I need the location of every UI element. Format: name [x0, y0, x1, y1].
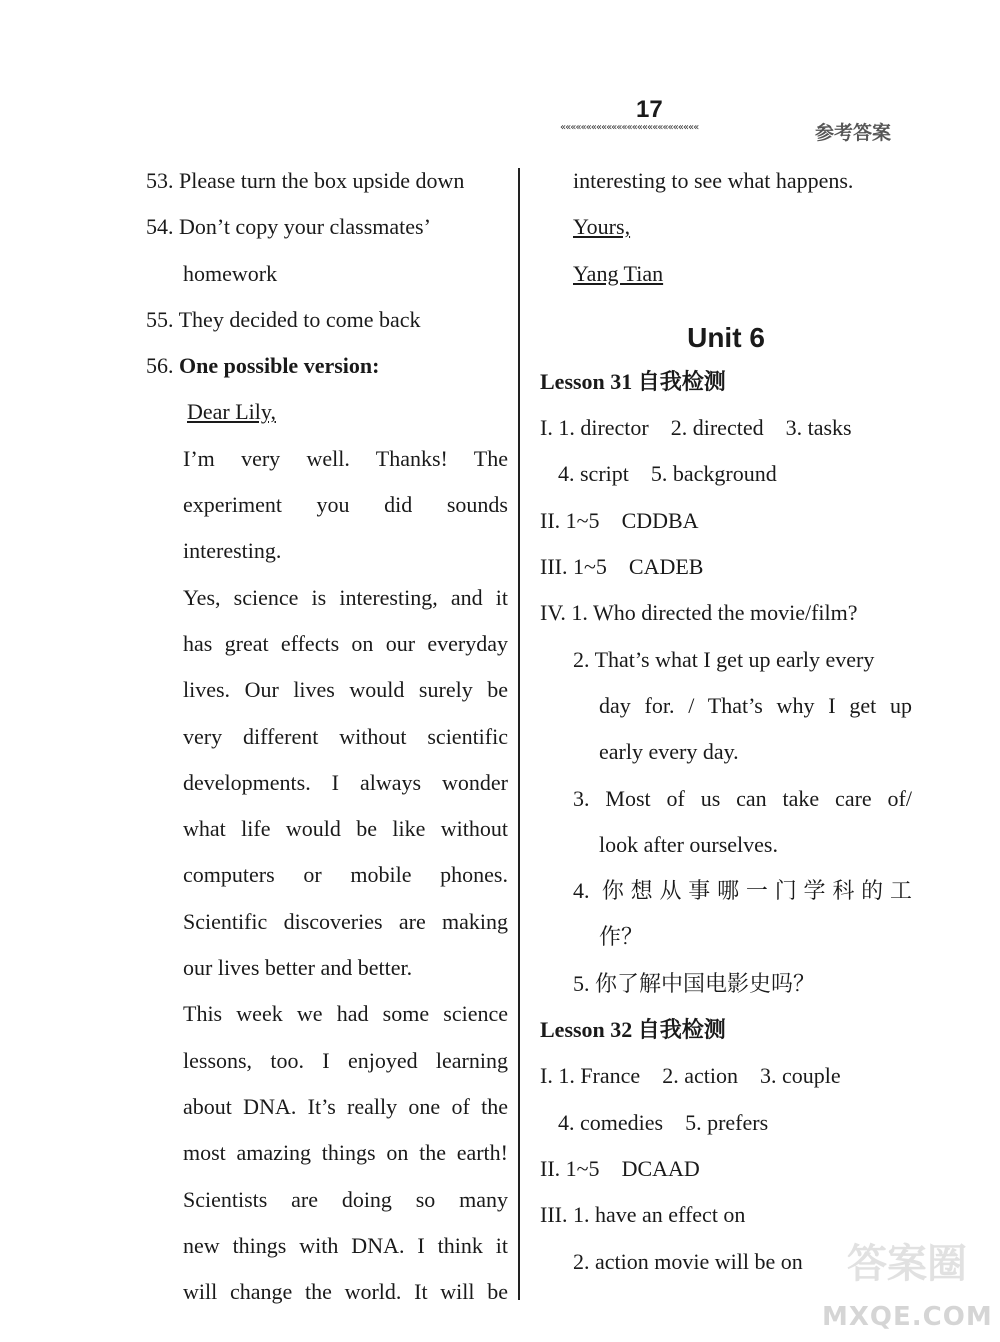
letter-closing — [540, 210, 912, 256]
lesson-32-title: Lesson 32 自我检测 — [540, 1017, 726, 1043]
watermark-site: MXQE.COM — [822, 1302, 993, 1332]
letter-line: very different without scientific — [183, 723, 508, 749]
answer-text: One possible version: — [179, 353, 380, 379]
letter-line: This week we had some science — [183, 1001, 508, 1027]
lesson-31-answer-line: 作？ — [599, 924, 644, 950]
lesson-32-answer-line: III. 1. have an effect on — [540, 1202, 746, 1228]
salutation-text: Dear Lily, — [187, 399, 276, 425]
answer-text: Don’t copy your classmates’ — [179, 214, 431, 240]
answer-54-continued: homework — [183, 260, 278, 286]
answer-label: II. 1~5 — [540, 1155, 600, 1181]
letter-line: lessons, too. I enjoyed learning — [183, 1047, 508, 1073]
letter-line: Scientists are doing so many — [183, 1186, 508, 1212]
lesson-32-answer-line — [540, 1106, 912, 1152]
answer-text: CDDBA — [621, 507, 699, 533]
letter-line: has great effects on our everyday — [183, 630, 508, 656]
lesson-31-answer-line: IV. 1. Who directed the movie/film? — [540, 600, 858, 626]
answer-text: I. 1. director — [540, 415, 649, 441]
letter-line: experiment you did sounds — [183, 492, 508, 518]
letter-salutation — [146, 395, 508, 441]
column-divider — [518, 168, 520, 1300]
letter-line: what life would be like without — [183, 816, 508, 842]
unit-title: Unit 6 — [687, 321, 765, 353]
lesson-31-title: Lesson 31 自我检测 — [540, 368, 726, 394]
page-number: 17 — [636, 96, 663, 123]
letter-line: developments. I always wonder — [183, 769, 508, 795]
lesson-31-answer-line — [540, 550, 912, 596]
answer-text: CADEB — [628, 554, 704, 580]
answer-text: I. 1. France — [540, 1063, 641, 1089]
letter-line: about DNA. It’s really one of the — [183, 1093, 508, 1119]
answer-text: 5. prefers — [685, 1109, 769, 1135]
letter-line: most amazing things on the earth! — [183, 1140, 508, 1166]
answer-label: II. 1~5 — [540, 507, 600, 533]
header-ornament: ««««««««««««««««««««««««««« — [560, 122, 699, 133]
lesson-32-answer-line — [540, 1152, 912, 1198]
answer-text: 2. action — [662, 1063, 738, 1089]
answer-label: III. 1~5 — [540, 554, 607, 580]
answer-text: 5. background — [650, 461, 777, 487]
letter-line: interesting. — [183, 538, 282, 564]
answer-number: 56. — [146, 353, 174, 379]
answer-55 — [146, 303, 508, 349]
lesson-31-answer-line: 3. Most of us can take care of/ — [573, 785, 912, 811]
letter-line: will change the world. It will be — [183, 1279, 508, 1305]
letter-line: interesting to see what happens. — [573, 168, 854, 193]
letter-line: lives. Our lives would surely be — [183, 677, 508, 703]
right-column — [540, 164, 912, 1291]
answer-text: 4. script — [558, 461, 629, 487]
letter-line: I’m very well. Thanks! The — [183, 445, 508, 471]
answer-56 — [146, 349, 508, 395]
letter-line: new things with DNA. I think it — [183, 1232, 508, 1258]
lesson-31-answer-line: 2. That’s what I get up early every — [573, 646, 875, 672]
closing-text: Yours, — [573, 214, 631, 240]
header-label: 参考答案 — [815, 122, 892, 144]
answer-text: 3. tasks — [785, 415, 852, 441]
lesson-31-answer-line: day for. / That’s why I get up — [599, 692, 912, 718]
lesson-31-answer-line: early every day. — [599, 739, 739, 765]
lesson-32-answer-line: 2. action movie will be on — [573, 1248, 803, 1274]
answer-number: 54. — [146, 214, 174, 240]
lesson-31-answer-line — [540, 504, 912, 550]
letter-signature — [540, 257, 912, 303]
letter-line: computers or mobile phones. — [183, 862, 508, 888]
answer-text: 3. couple — [759, 1063, 841, 1089]
answer-number: 53. — [146, 168, 174, 193]
letter-line: Yes, science is interesting, and it — [183, 584, 508, 610]
answer-text: Please turn the box upside down — [179, 168, 465, 193]
lesson-32-answer-line — [540, 1059, 912, 1105]
answer-text: 4. comedies — [558, 1109, 664, 1135]
letter-line: Scientific discoveries are making — [183, 908, 508, 934]
letter-line: our lives better and better. — [183, 955, 413, 981]
lesson-31-answer-line — [540, 411, 912, 457]
answer-53 — [146, 164, 508, 210]
answer-text: They decided to come back — [178, 306, 421, 332]
lesson-31-answer-line: 4. 你想从事哪一门学科的工 — [573, 878, 912, 904]
answer-text: 2. directed — [670, 415, 764, 441]
lesson-31-answer-line — [540, 457, 912, 503]
watermark — [822, 1232, 992, 1332]
lesson-31-answer-line: look after ourselves. — [599, 831, 778, 857]
answer-number: 55. — [146, 306, 174, 332]
watermark-logo: 答案圈 — [847, 1241, 967, 1287]
answer-54 — [146, 210, 508, 256]
signature-text: Yang Tian — [573, 260, 664, 286]
left-column — [146, 164, 508, 1321]
lesson-31-answer-line: 5. 你了解中国电影史吗？ — [573, 970, 816, 996]
answer-text: DCAAD — [621, 1155, 700, 1181]
